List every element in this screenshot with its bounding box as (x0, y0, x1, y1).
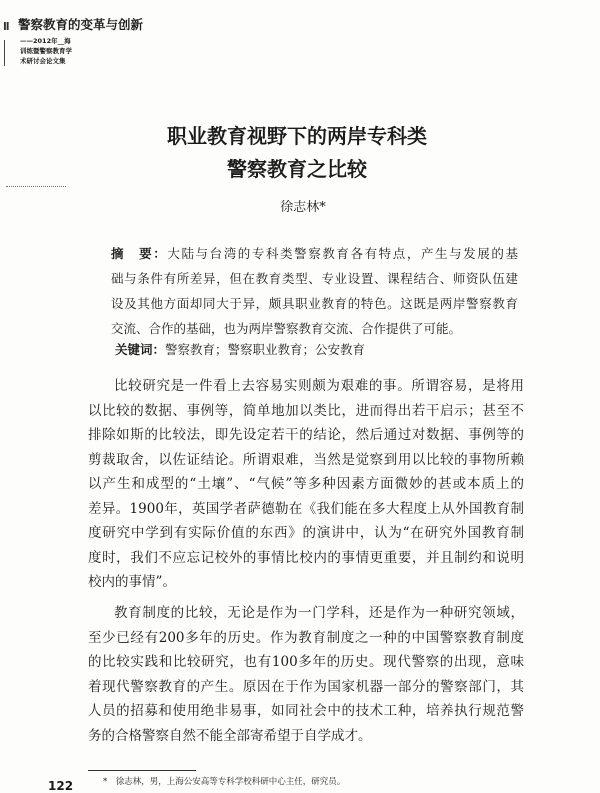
body-line: 着现代警察教育的产生。原因在于作为国家机器一部分的警察部门，其 (88, 678, 524, 695)
keywords (115, 340, 365, 358)
body-line: 以比较的数据、事例等，简单地加以类比，进而得出若干启示；甚至不 (88, 402, 524, 419)
abstract-line (111, 241, 518, 266)
footnote-rule (88, 770, 196, 771)
running-header-subtitle: ——2012年__海 (20, 37, 71, 45)
abstract-text: 大陆与台湾的专科类警察教育各有特点，产生与发展的基 (167, 246, 518, 261)
abstract-line: 交流、合作的基础，也为两岸警察教育交流、合作提供了可能。 (111, 321, 462, 336)
body-line: 度研究中学到有实际价值的东西》的演讲中，认为“在研究外国教育制 (88, 525, 524, 541)
article-title-line: 警察教育之比较 (227, 157, 367, 181)
body-line: 比较研究是一件看上去容易实则颇为艰难的事。所谓容易，是将用 (114, 378, 524, 394)
body-line: 剪裁取舍，以佐证结论。所谓艰难，当然是觉察到用以比较的事物所赖 (88, 451, 524, 468)
abstract-line: 础与条件有所差异，但在教育类型、专业设置、课程结合、师资队伍建 (111, 271, 518, 286)
abstract (111, 241, 518, 341)
running-header-subtitle: 训练暨警察教育学 (20, 47, 72, 55)
running-header-title: 警察教育的变革与创新 (18, 17, 144, 32)
body-line: 的比较实践和比较研究，也有100多年的历史。现代警察的出现，意味 (88, 654, 524, 670)
keywords-text: 警察教育；警察职业教育；公安教育 (165, 342, 366, 357)
footnote: * 徐志林，男，上海公安高等专科学校科研中心主任，研究员。 (103, 777, 346, 787)
body-paragraph (88, 374, 524, 595)
binding-line (4, 40, 5, 66)
abstract-line: 设及其他方面却同大于异，颇具职业教育的特色。这既是两岸警察教育 (111, 296, 518, 311)
body-line: 校内的事情”。 (88, 574, 176, 590)
margin-dotted-line (6, 186, 66, 187)
body-line: 务的合格警察自然不能全部寄希望于自学成才。 (88, 727, 372, 744)
body-line: 人员的招募和使用绝非易事，如同社会中的技术工种，培养执行规范警 (88, 703, 524, 719)
body-line: 差异。1900年，英国学者萨德勒在《我们能在多大程度上从外国教育制 (88, 500, 524, 517)
page-number: 122 (48, 779, 74, 793)
body-line: 至少已经有200多年的历史。作为教育制度之一种的中国警察教育制度 (88, 629, 524, 646)
binding-mark: ll (3, 20, 9, 33)
body-line: 教育制度的比较，无论是作为一门学科，还是作为一种研究领域， (114, 605, 524, 621)
body-paragraph (88, 601, 524, 748)
running-header-subtitle: 术研讨会论文集 (20, 57, 66, 65)
article-author: 徐志林* (280, 200, 326, 215)
keywords-label: 关键词： (115, 342, 166, 357)
body-line: 度时，我们不应忘记校外的事情比校内的事情更重要，并且制约和说明 (88, 549, 524, 566)
article-title-line: 职业教育视野下的两岸专科类 (167, 124, 427, 148)
body-line: 排除如斯的比较法，即先设定若干的结论，然后通过对数据、事例等的 (88, 427, 524, 443)
abstract-label: 摘 要： (111, 246, 168, 261)
body-line: 以产生和成型的“土壤”、“气候”等多种因素方面微妙的甚或本质上的 (88, 476, 524, 492)
